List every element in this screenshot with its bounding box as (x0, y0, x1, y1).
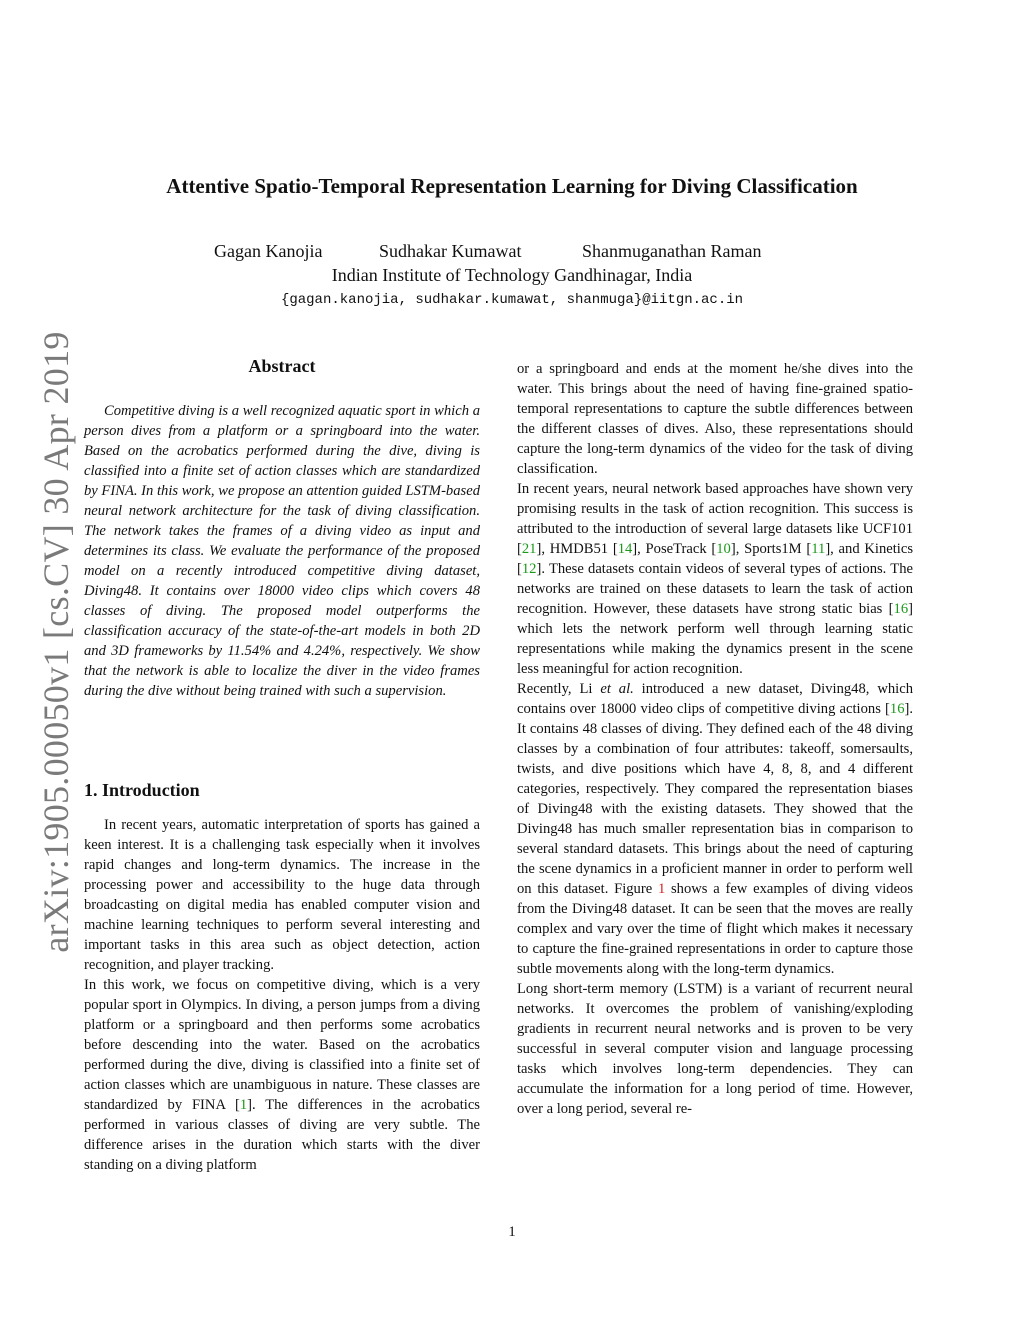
citation-link[interactable]: 11 (811, 541, 826, 557)
author-3: Shanmuganathan Raman (582, 241, 762, 261)
author-2: Sudhakar Kumawat (379, 241, 522, 261)
right-paragraph-2: In recent years, neural network based approaches have shown very promising results in the task of action recognition. This success is attributed to the introduction of several large datasets like UCF101 [21], HMDB51 [14], PoseTrack [10], Sports1M [11], and Kinetics [12]. These datasets contain videos of several types of actions. The networks are trained on these datasets to learn the task of action recognition. However, these datasets have strong static bias [16] which lets the network perform well through learning static representations while making the dynamics present in the scene less meaningful for action recognition. (517, 481, 913, 677)
citation-link[interactable]: 16 (889, 701, 905, 717)
citation-link[interactable]: 10 (716, 541, 731, 557)
introduction-heading: 1. Introduction (84, 780, 200, 800)
abstract-heading: Abstract (248, 356, 316, 376)
right-column-body (517, 359, 913, 1119)
citation-link[interactable]: 14 (617, 541, 633, 557)
right-paragraph-3: Recently, Li et al. introduced a new dataset, Diving48, which contains over 18000 video clips of competitive diving actions [16]. It contains 48 classes of diving. They defined each of the 48 diving classes by a combination of four attributes: takeoff, somersaults, twists, and dive positions which have 4, 8, 8, and 4 different categories, respectively. They compared the representation biases of Diving48 with the existing datasets. They showed that the Diving48 has much smaller representation bias in comparison to several standard datasets. This brings about the need of capturing the scene dynamics in a proficient manner in order to perform well on this dataset. Figure 1 shows a few examples of diving videos from the Diving48 dataset. It can be seen that the moves are really complex and vary over the time of flight which makes it necessary to capture the fine-grained representations in order to capture those subtle movements along with the long-term dynamics. (517, 681, 913, 977)
citation-link[interactable]: 21 (521, 541, 537, 557)
author-emails: {gagan.kanojia, sudhakar.kumawat, shanmuga}@iitgn.ac.in (280, 292, 744, 308)
abstract-text: Competitive diving is a well recognized aquatic sport in which a person dives from a platform or a springboard into the water. Based on the acrobatics performed during the dive, diving is classified into a finite set of action classes which are standardized by FINA. In this work, we propose an attention guided LSTM-based neural network architecture for the task of diving classification. The network takes the frames of a diving video as input and determines its class. We evaluate the performance of the proposed model on a recently introduced competitive diving dataset, Diving48. It contains over 18000 video clips which covers 48 classes of diving. The proposed model outperforms the classification accuracy of the state-of-the-art models in both 2D and 3D frameworks by 11.54% and 4.24%, respectively. We show that the network is able to localize the diver in the video frames during the dive without being trained with such a supervision. (84, 403, 480, 699)
paper-title: Attentive Spatio-Temporal Representation Learning for Diving Classification (166, 174, 858, 198)
right-paragraph-1: or a springboard and ends at the moment he/she dives into the water. This brings about the need of having fine-grained spatio-temporal representations to capture the subtle differences between the different classes of dives. Also, these representations should capture the long-term dynamics of the video for the task of diving classification. (517, 361, 913, 477)
page-number: 1 (508, 1224, 516, 1240)
arxiv-stamp-text: arXiv:1905.00050v1 [cs.CV] 30 Apr 2019 (36, 331, 76, 953)
citation-link[interactable]: 16 (893, 601, 909, 617)
citation-link[interactable]: 12 (521, 561, 537, 577)
right-paragraph-4: Long short-term memory (LSTM) is a variant of recurrent neural networks. It overcomes the problem of vanishing/exploding gradients in recurrent neural networks and is proven to be very successful in several computer vision and language processing tasks which involves long-term dependencies. They can accumulate the information for a long period of time. However, over a long period, several re- (517, 981, 913, 1117)
intro-paragraph-1: In recent years, automatic interpretation of sports has gained a keen interest. It is a challenging task especially when it involves rapid changes and long-term dynamics. The increase in the processing power and accessibility to the huge data through broadcasting on digital media has enabled computer vision and machine learning techniques to perform several interesting and important tasks in this area such as object detection, action recognition, and player tracking. (84, 817, 480, 973)
author-1: Gagan Kanojia (214, 241, 323, 261)
figure-reference-link[interactable]: 1 (657, 881, 666, 897)
citation-link[interactable]: 1 (239, 1097, 248, 1113)
affiliation: Indian Institute of Technology Gandhinagar, India (331, 265, 693, 285)
introduction-body (84, 815, 480, 1175)
intro-paragraph-2: In this work, we focus on competitive diving, which is a very popular sport in Olympics. In diving, a person jumps from a diving platform or a springboard and then performs some acrobatics before descending into the water. Based on the acrobatics performed during the dive, diving is classified into a finite set of action classes which are unambiguous in nature. These classes are standardized by FINA [1]. The differences in the acrobatics performed in various classes of diving are very subtle. The difference arises in the duration which starts with the diver standing on a diving platform (84, 977, 480, 1173)
